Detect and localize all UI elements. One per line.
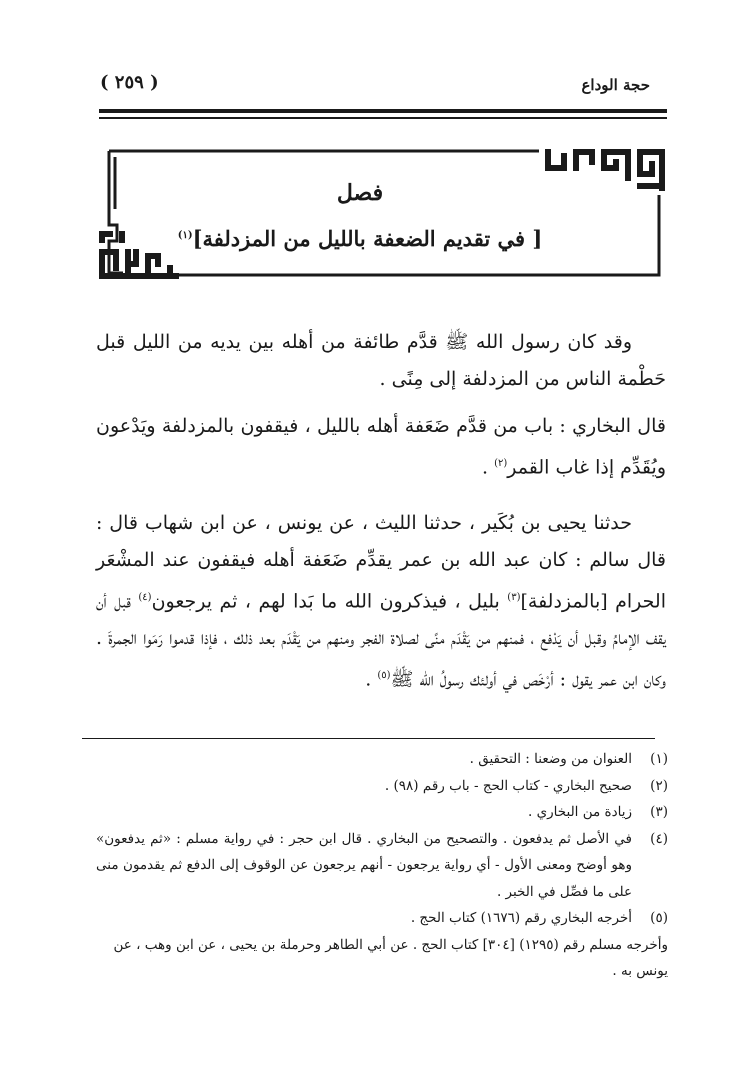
footnote-text: صحيح البخاري - كتاب الحج - باب رقم (٩٨) .: [384, 777, 632, 794]
footnote-text: العنوان من وضعنا : التحقيق .: [469, 751, 632, 767]
paragraph-2-text: قال البخاري : باب من قدَّم ضَعَفة أهله بالليل ، فيقفون بالمزدلفة ويَدْعون ويُقَدِّم إذا غاب القمر: [96, 415, 666, 479]
footnotes: [96, 746, 668, 985]
footnote-text: زيادة من البخاري .: [528, 804, 632, 820]
footnote-ref-1: (١): [177, 230, 193, 241]
section-subtitle-text: [ في تقديم الضعفة بالليل من المزدلفة]: [192, 226, 543, 251]
paragraph-3-part-a: حدثنا يحيى بن بُكَير ، حدثنا الليث ، عن يونس ، عن ابن شهاب قال : قال سالم : كان عبد الله بن عمر يقدِّم ضَعَفة أهله فيقفون عند المشْعَر الحرام [بالمزدلفة]: [96, 512, 667, 613]
running-title: حجة الوداع: [581, 76, 650, 94]
footnote-text: أخرجه البخاري رقم (١٦٧٦) كتاب الحج .: [410, 910, 632, 926]
footnote-separator: [82, 738, 655, 739]
footnote-continuation: وأخرجه مسلم رقم (١٢٩٥) [٣٠٤] كتاب الحج . عن أبي الطاهر وحرملة بن يحيى ، عن ابن وهب ، عن يونس به .: [113, 936, 668, 979]
footnote-item: [96, 746, 668, 773]
paragraph-2: [96, 408, 666, 486]
paragraph-1: وقد كان رسول الله ﷺ قدَّم طائفة من أهله بين يديه من الليل قبل حَطْمة الناس من المزدلفة إلى مِنًى .: [96, 331, 666, 390]
footnote-number: (١): [650, 751, 668, 767]
header-rule-thin: [99, 117, 667, 119]
footnote-number: (٢): [650, 777, 668, 794]
footnote-item: [96, 905, 668, 932]
page-number: ( ٢٥٩ ): [100, 72, 159, 93]
footnote-item: [96, 826, 668, 906]
footnote-ref-2: (٢): [494, 458, 508, 469]
footnote-ref-3: (٣): [507, 592, 521, 603]
footnote-number: (٤): [650, 830, 668, 847]
header-rule-thick: [99, 109, 667, 113]
paragraph-3-part-b: بليل ، فيذكرون الله ما بَدا لهم ، ثم يرجعون: [151, 590, 508, 613]
section-subtitle: [140, 226, 580, 251]
footnote-item: [96, 773, 668, 800]
footnote-item: [96, 799, 668, 826]
footnote-number: (٣): [650, 804, 668, 820]
paragraph-3-end: .: [365, 668, 378, 691]
section-title-frame: [99, 149, 667, 279]
paragraph-3-part-c: قبل أن يقف الإمامُ وقبل أن يَدْفع ، فمنهم من يَقْدَم منًى لصلاة الفجر ومنهم من يَقْدَم بعد ذلك ، فإذا قدموا رَمَوا الجمرةَ . وكان ابن عمر يقول : أرْخَص في أولئك رسولُ الله ﷺ: [96, 590, 666, 691]
section-heading: فصل: [336, 180, 384, 206]
footnote-ref-5: (٥): [377, 670, 391, 682]
paragraph-3: [96, 505, 666, 699]
footnote-ref-4: (٤): [138, 592, 152, 603]
footnote-number: (٥): [650, 910, 668, 926]
footnote-text: في الأصل ثم يدفعون . والتصحيح من البخاري . قال ابن حجر : في رواية مسلم : «ثم يدفعون» وهو أوضح ومعنى الأول - أي رواية يرجعون - أنهم يرجعون عن الوقوف إلى الدفع ثم يقدمون منى على ما فصِّل في الخبر .: [96, 830, 632, 900]
ornamental-border: [99, 149, 667, 279]
paragraph-2-end: .: [482, 456, 495, 479]
